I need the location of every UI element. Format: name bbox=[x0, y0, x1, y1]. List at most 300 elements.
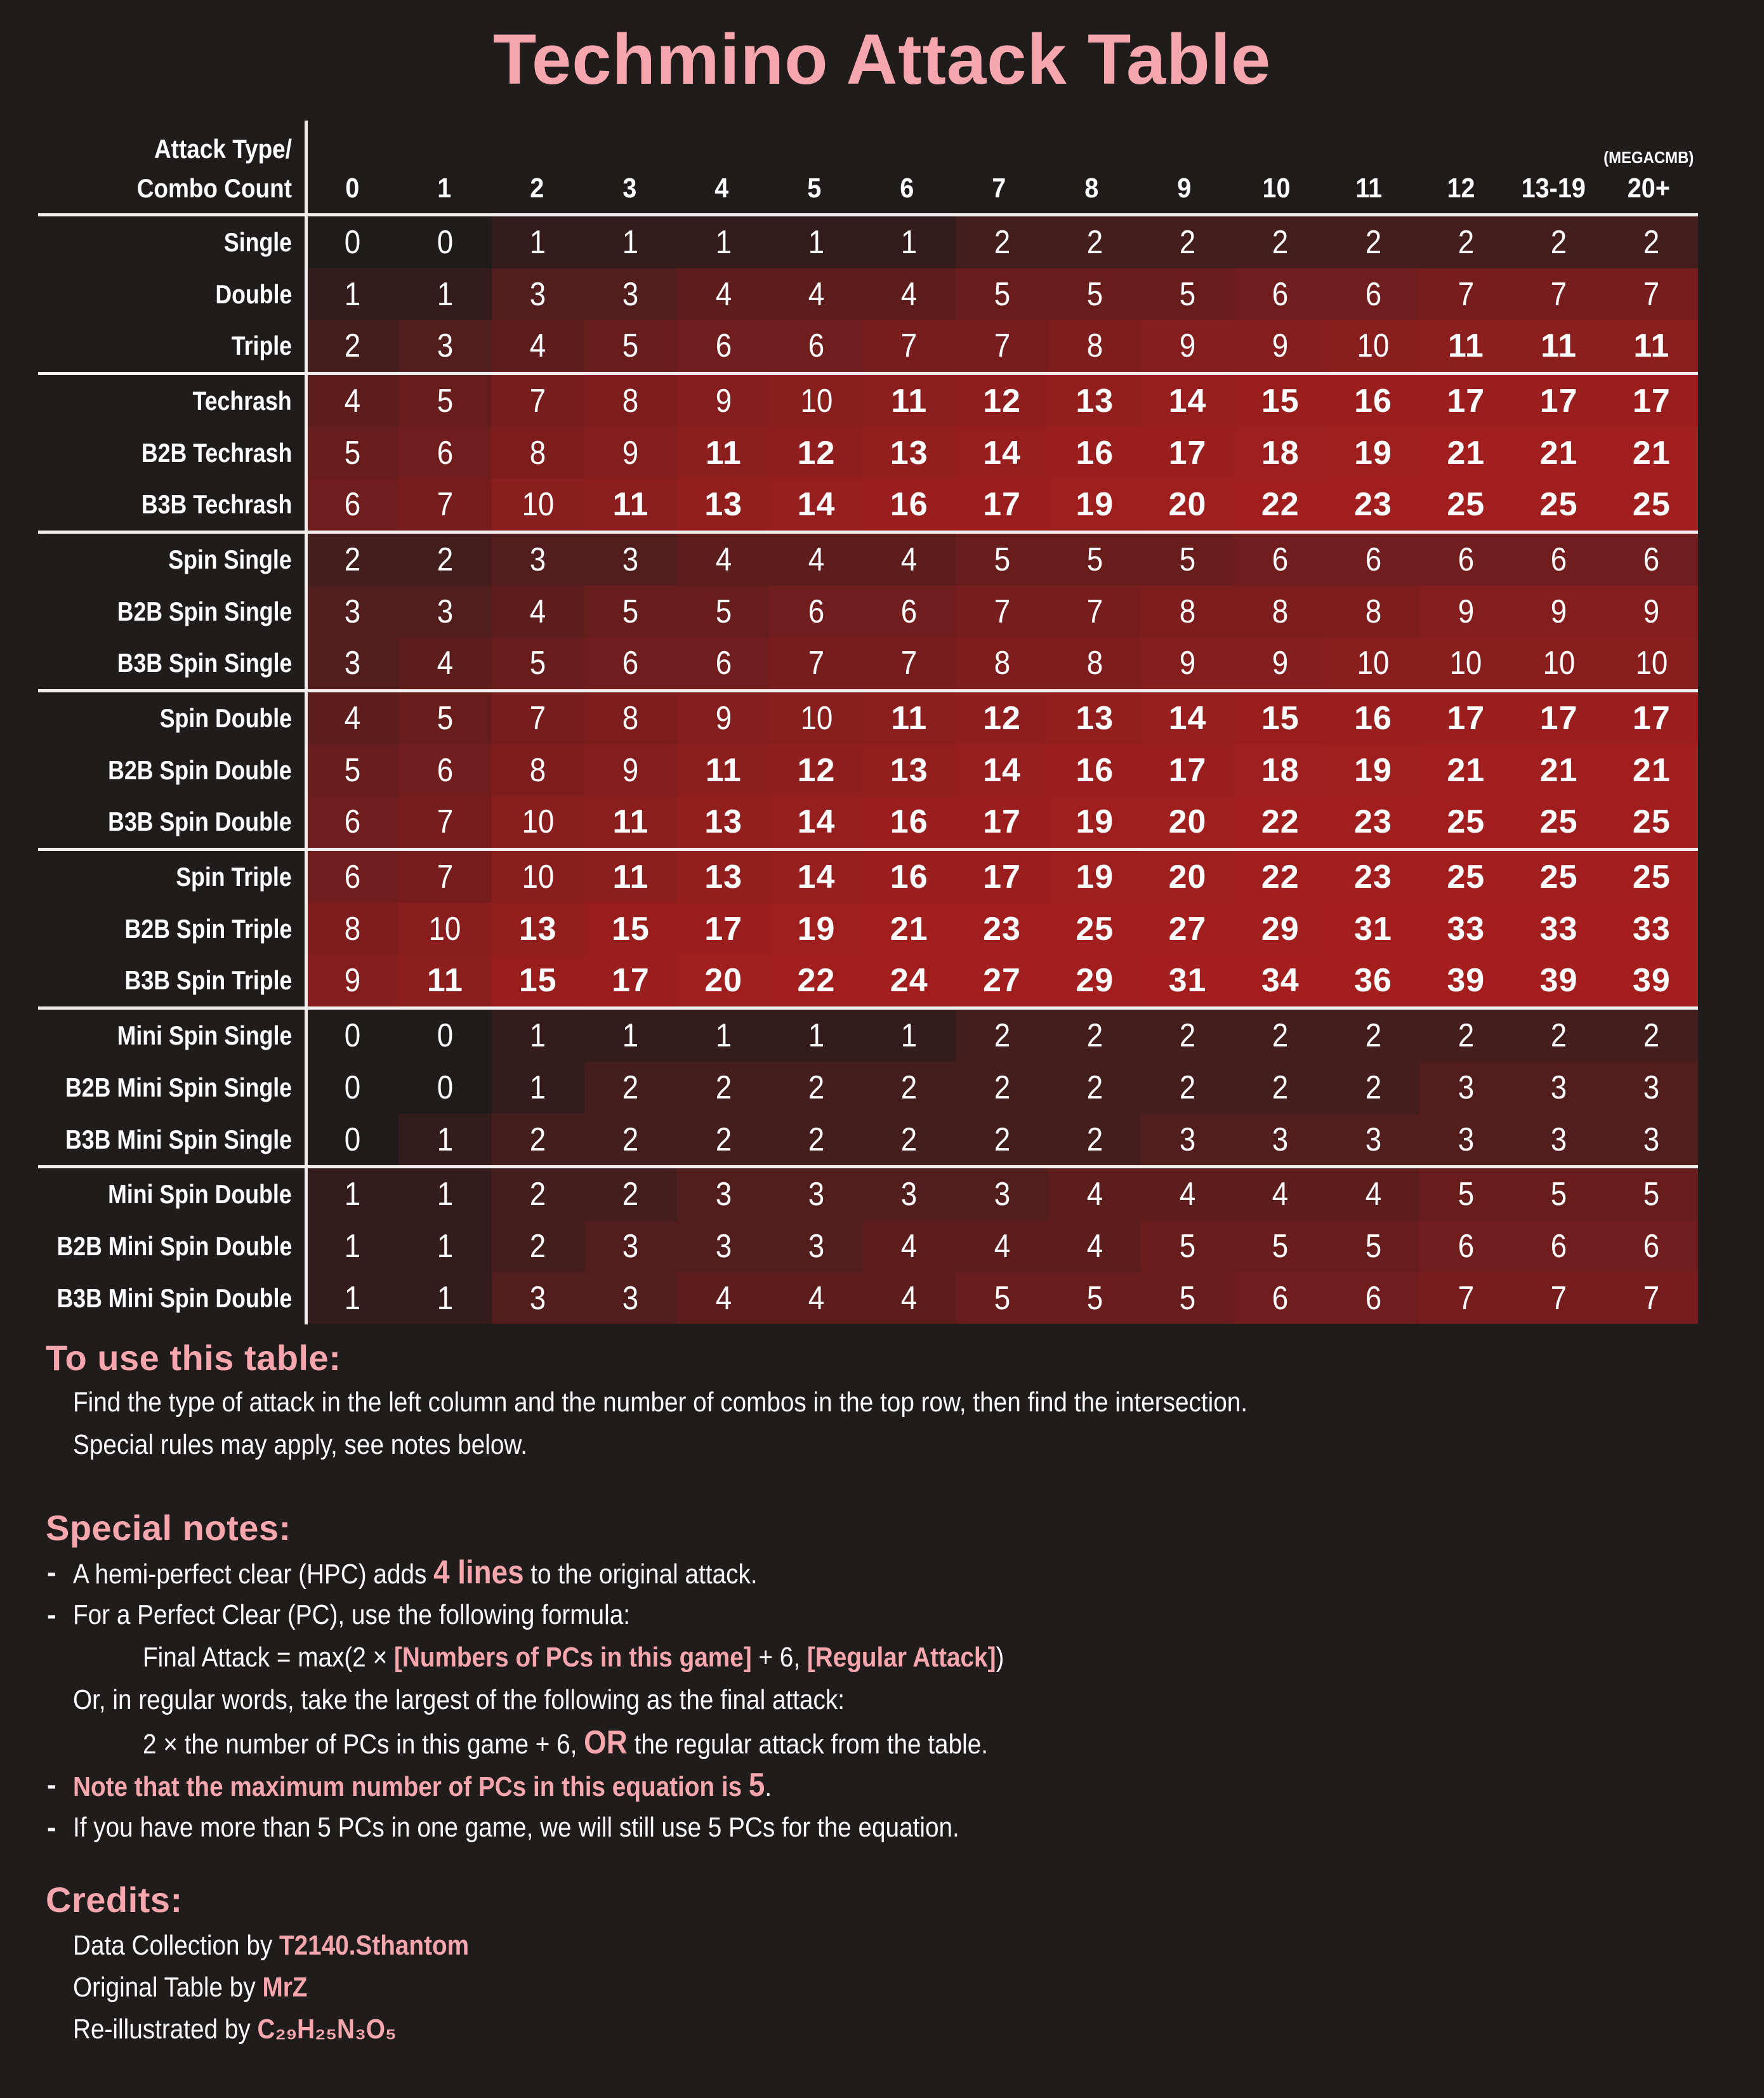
table-row bbox=[38, 1062, 1698, 1114]
heatmap-cell-value: 14 bbox=[797, 486, 836, 524]
heatmap-cell-value: 9 bbox=[1272, 327, 1289, 365]
heatmap-cell bbox=[492, 1010, 584, 1062]
heatmap-cell-value: 9 bbox=[1458, 593, 1475, 630]
heatmap-cell-value: 4 bbox=[1086, 1176, 1103, 1213]
heatmap-cell-value: 17 bbox=[1632, 700, 1671, 737]
heatmap-cell bbox=[770, 796, 862, 848]
heatmap-cell bbox=[1048, 216, 1141, 268]
table-row bbox=[38, 638, 1698, 690]
heatmap-cell bbox=[1419, 1114, 1512, 1166]
heatmap-cell-value: 7 bbox=[1458, 275, 1475, 313]
heatmap-cell bbox=[306, 1168, 398, 1220]
heatmap-cell-value: 14 bbox=[797, 859, 836, 896]
heatmap-cell-value: 2 bbox=[1272, 223, 1289, 261]
column-header bbox=[1415, 121, 1508, 213]
heatmap-cell-value: 6 bbox=[437, 751, 454, 789]
heatmap-cell-value: 6 bbox=[1550, 1227, 1567, 1265]
heatmap-cell bbox=[863, 320, 956, 372]
heatmap-cell-value: 21 bbox=[1539, 751, 1578, 789]
heatmap-cell bbox=[677, 851, 770, 903]
row-label bbox=[38, 851, 306, 903]
table-row bbox=[38, 216, 1698, 268]
heatmap-cell-value: 33 bbox=[1539, 910, 1578, 947]
heatmap-cell bbox=[1419, 1220, 1512, 1272]
heatmap-cell bbox=[770, 1168, 862, 1220]
heatmap-cell-value: 24 bbox=[890, 962, 928, 1000]
heatmap-cell bbox=[863, 1114, 956, 1166]
heatmap-cell bbox=[1327, 1168, 1419, 1220]
heatmap-cell bbox=[1512, 1168, 1605, 1220]
heatmap-cell bbox=[1048, 1272, 1141, 1324]
heatmap-cell bbox=[584, 375, 677, 427]
heatmap-cell-value: 16 bbox=[1076, 751, 1114, 789]
heatmap-cell-value: 4 bbox=[1179, 1176, 1196, 1213]
heatmap-cell bbox=[956, 1010, 1048, 1062]
heatmap-cell bbox=[956, 427, 1048, 479]
heatmap-cell bbox=[492, 320, 584, 372]
heatmap-cell-value: 15 bbox=[518, 962, 557, 1000]
heatmap-cell bbox=[1141, 375, 1234, 427]
heatmap-cell bbox=[1048, 955, 1141, 1007]
page-title: Techmino Attack Table bbox=[492, 20, 1272, 99]
heatmap-cell bbox=[863, 268, 956, 320]
heatmap-cell-value: 20 bbox=[704, 962, 743, 1000]
heatmap-cell-value: 1 bbox=[344, 1176, 360, 1213]
heatmap-cell bbox=[1048, 903, 1141, 955]
heatmap-cell-value: 2 bbox=[1086, 1069, 1103, 1106]
heatmap-cell-value: 5 bbox=[529, 645, 546, 682]
heatmap-cell bbox=[492, 268, 584, 320]
heatmap-cell-value: 1 bbox=[344, 1279, 360, 1317]
heatmap-cell bbox=[1048, 375, 1141, 427]
heatmap-cell bbox=[770, 268, 862, 320]
bullet-dash: - bbox=[47, 1769, 56, 1800]
heatmap-cell bbox=[1512, 320, 1605, 372]
heatmap-cell bbox=[956, 534, 1048, 586]
heatmap-cell-value: 5 bbox=[994, 1279, 1010, 1317]
heatmap-cell bbox=[306, 586, 398, 638]
heatmap-cell-value: 3 bbox=[1179, 1121, 1196, 1158]
bullet-dash: - bbox=[47, 1812, 56, 1843]
text-segment: [Regular Attack] bbox=[806, 1642, 996, 1673]
column-header-label: 2 bbox=[530, 173, 544, 204]
heatmap-cell-value: 17 bbox=[1539, 382, 1578, 419]
heatmap-cell-value: 29 bbox=[1261, 910, 1300, 947]
usage-heading: To use this table: bbox=[46, 1338, 341, 1378]
heatmap-cell-value: 2 bbox=[1550, 223, 1567, 261]
heatmap-cell bbox=[584, 216, 677, 268]
heatmap-cell bbox=[863, 534, 956, 586]
text-segment: T2140.Sthantom bbox=[279, 1930, 470, 1961]
heatmap-cell bbox=[492, 903, 584, 955]
heatmap-cell-value: 2 bbox=[1365, 1069, 1381, 1106]
heatmap-cell bbox=[492, 375, 584, 427]
heatmap-cell-value: 3 bbox=[622, 1279, 639, 1317]
heatmap-cell bbox=[584, 1114, 677, 1166]
column-header-label: 4 bbox=[714, 173, 729, 204]
heatmap-cell bbox=[1141, 1010, 1234, 1062]
heatmap-cell-value: 2 bbox=[715, 1121, 732, 1158]
heatmap-cell-value: 9 bbox=[344, 962, 360, 1000]
heatmap-cell-value: 4 bbox=[808, 541, 825, 578]
heatmap-cell-value: 31 bbox=[1168, 962, 1207, 1000]
heatmap-cell bbox=[1234, 955, 1327, 1007]
heatmap-cell bbox=[1605, 427, 1698, 479]
heatmap-cell bbox=[677, 427, 770, 479]
table-row bbox=[38, 1272, 1698, 1324]
table-row-group bbox=[38, 531, 1698, 689]
heatmap-cell bbox=[1327, 268, 1419, 320]
heatmap-cell-value: 4 bbox=[994, 1227, 1010, 1265]
heatmap-cell bbox=[1141, 478, 1234, 531]
heatmap-cell-value: 3 bbox=[529, 275, 546, 313]
attack-table bbox=[38, 121, 1698, 1324]
heatmap-cell-value: 2 bbox=[1458, 1017, 1475, 1055]
heatmap-cell bbox=[770, 1272, 862, 1324]
heatmap-cell-value: 16 bbox=[890, 803, 928, 841]
heatmap-cell bbox=[398, 478, 491, 531]
heatmap-cell-value: 16 bbox=[1076, 434, 1114, 472]
row-label-text: B3B Spin Double bbox=[108, 807, 292, 837]
heatmap-cell bbox=[1234, 851, 1327, 903]
heatmap-cell-value: 6 bbox=[1365, 275, 1381, 313]
heatmap-cell-value: 7 bbox=[1458, 1279, 1475, 1317]
row-label-text: Mini Spin Double bbox=[108, 1179, 292, 1210]
table-row bbox=[38, 534, 1698, 586]
row-label bbox=[38, 534, 306, 586]
heatmap-cell bbox=[306, 268, 398, 320]
heatmap-cell-value: 16 bbox=[890, 486, 928, 524]
table-row bbox=[38, 1168, 1698, 1220]
heatmap-cell-value: 1 bbox=[529, 1069, 546, 1106]
heatmap-cell bbox=[1234, 427, 1327, 479]
note-line-text bbox=[73, 1767, 772, 1805]
heatmap-cell-value: 1 bbox=[344, 1227, 360, 1265]
heatmap-cell-value: 23 bbox=[1354, 486, 1392, 524]
heatmap-cell bbox=[398, 375, 491, 427]
heatmap-cell bbox=[1048, 320, 1141, 372]
heatmap-cell bbox=[1327, 1114, 1419, 1166]
heatmap-cell bbox=[677, 534, 770, 586]
heatmap-cell bbox=[1327, 692, 1419, 744]
column-header bbox=[583, 121, 676, 213]
heatmap-cell bbox=[677, 955, 770, 1007]
heatmap-cell-value: 2 bbox=[1179, 223, 1196, 261]
heatmap-cell-value: 5 bbox=[1550, 1176, 1567, 1213]
heatmap-cell bbox=[863, 375, 956, 427]
heatmap-cell-value: 2 bbox=[1179, 1069, 1196, 1106]
heatmap-cell bbox=[863, 1272, 956, 1324]
heatmap-cell bbox=[306, 375, 398, 427]
heatmap-cell-value: 2 bbox=[1458, 223, 1475, 261]
heatmap-cell bbox=[956, 1272, 1048, 1324]
heatmap-cell-value: 6 bbox=[344, 486, 360, 524]
heatmap-cell bbox=[863, 955, 956, 1007]
heatmap-cell bbox=[677, 375, 770, 427]
table-row-group bbox=[38, 213, 1698, 372]
heatmap-cell bbox=[1419, 692, 1512, 744]
heatmap-cell bbox=[956, 692, 1048, 744]
text-segment: 2 × the number of PCs in this game + 6, bbox=[143, 1729, 584, 1760]
heatmap-cell bbox=[956, 744, 1048, 796]
heatmap-cell bbox=[398, 796, 491, 848]
heatmap-cell-value: 25 bbox=[1447, 486, 1485, 524]
heatmap-cell bbox=[863, 692, 956, 744]
heatmap-cell-value: 2 bbox=[344, 327, 360, 365]
heatmap-cell-value: 13 bbox=[704, 859, 743, 896]
heatmap-cell-value: 1 bbox=[437, 1176, 454, 1213]
column-header-label: 11 bbox=[1355, 173, 1383, 204]
heatmap-cell-value: 6 bbox=[1643, 1227, 1660, 1265]
heatmap-cell-value: 2 bbox=[1643, 1017, 1660, 1055]
heatmap-cell-value: 16 bbox=[1354, 382, 1392, 419]
heatmap-cell bbox=[306, 1062, 398, 1114]
text-segment: Original Table by bbox=[73, 1972, 263, 2003]
table-row bbox=[38, 427, 1698, 479]
text-segment: For a Perfect Clear (PC), use the following formula: bbox=[73, 1599, 630, 1630]
heatmap-cell bbox=[1605, 534, 1698, 586]
heatmap-cell-value: 0 bbox=[437, 1017, 454, 1055]
table-row bbox=[38, 1010, 1698, 1062]
heatmap-cell bbox=[863, 478, 956, 531]
heatmap-cell bbox=[492, 1114, 584, 1166]
heatmap-cell bbox=[398, 586, 491, 638]
heatmap-cell-value: 18 bbox=[1261, 434, 1300, 472]
heatmap-cell bbox=[306, 638, 398, 690]
heatmap-cell bbox=[1419, 796, 1512, 848]
heatmap-cell-value: 14 bbox=[983, 434, 1021, 472]
heatmap-cell-value: 21 bbox=[1539, 434, 1578, 472]
heatmap-cell bbox=[1048, 586, 1141, 638]
heatmap-cell bbox=[1048, 744, 1141, 796]
heatmap-cell-value: 7 bbox=[808, 645, 825, 682]
note-line-text bbox=[143, 1640, 1004, 1675]
heatmap-cell-value: 7 bbox=[901, 645, 918, 682]
heatmap-cell bbox=[492, 1272, 584, 1324]
heatmap-cell bbox=[584, 744, 677, 796]
heatmap-cell-value: 0 bbox=[344, 223, 360, 261]
heatmap-cell bbox=[677, 903, 770, 955]
column-header-label: 12 bbox=[1447, 173, 1475, 204]
heatmap-cell-value: 11 bbox=[612, 803, 649, 841]
heatmap-cell-value: 8 bbox=[344, 910, 360, 947]
heatmap-cell bbox=[1141, 1168, 1234, 1220]
heatmap-cell bbox=[677, 638, 770, 690]
column-header-label: 13-19 bbox=[1521, 173, 1586, 204]
row-label-text: B3B Mini Spin Double bbox=[56, 1283, 292, 1313]
heatmap-cell-value: 0 bbox=[437, 223, 454, 261]
heatmap-cell bbox=[306, 534, 398, 586]
heatmap-cell-value: 2 bbox=[1086, 1121, 1103, 1158]
heatmap-cell-value: 1 bbox=[437, 1279, 454, 1317]
row-label-text: B2B Spin Single bbox=[117, 596, 292, 626]
heatmap-cell-value: 5 bbox=[344, 751, 360, 789]
heatmap-cell-value: 2 bbox=[901, 1121, 918, 1158]
heatmap-cell-value: 11 bbox=[426, 962, 463, 1000]
table-row-group bbox=[38, 372, 1698, 531]
column-header-label: 6 bbox=[899, 173, 914, 204]
heatmap-cell bbox=[1605, 320, 1698, 372]
heatmap-cell-value: 14 bbox=[1168, 700, 1207, 737]
heatmap-cell bbox=[1512, 375, 1605, 427]
heatmap-cell-value: 8 bbox=[1272, 593, 1289, 630]
heatmap-cell bbox=[1605, 638, 1698, 690]
heatmap-cell bbox=[1327, 1272, 1419, 1324]
heatmap-cell-value: 17 bbox=[1447, 700, 1485, 737]
row-label bbox=[38, 638, 306, 690]
heatmap-cell-value: 0 bbox=[344, 1017, 360, 1055]
text-segment: Data Collection by bbox=[73, 1930, 279, 1961]
heatmap-cell bbox=[1327, 320, 1419, 372]
heatmap-cell bbox=[1141, 955, 1234, 1007]
heatmap-cell bbox=[1141, 320, 1234, 372]
heatmap-cell-value: 11 bbox=[1541, 327, 1577, 365]
heatmap-cell-value: 10 bbox=[1357, 327, 1390, 365]
heatmap-cell-value: 7 bbox=[529, 700, 546, 737]
heatmap-cell-value: 4 bbox=[344, 700, 360, 737]
text-segment: C₂₉H₂₅N₃O₅ bbox=[257, 2014, 397, 2045]
heatmap-cell-value: 23 bbox=[1354, 803, 1392, 841]
heatmap-cell-value: 1 bbox=[622, 223, 639, 261]
heatmap-cell bbox=[492, 586, 584, 638]
heatmap-cell-value: 13 bbox=[1076, 382, 1114, 419]
heatmap-cell-value: 3 bbox=[622, 275, 639, 313]
heatmap-cell-value: 11 bbox=[612, 859, 649, 896]
heatmap-cell bbox=[1605, 1272, 1698, 1324]
credits-heading: Credits: bbox=[46, 1880, 183, 1920]
heatmap-cell-value: 25 bbox=[1447, 803, 1485, 841]
heatmap-cell bbox=[584, 955, 677, 1007]
heatmap-cell-value: 5 bbox=[1179, 1227, 1196, 1265]
heatmap-cell bbox=[1048, 1114, 1141, 1166]
heatmap-cell-value: 7 bbox=[437, 486, 454, 524]
heatmap-cell-value: 33 bbox=[1632, 910, 1671, 947]
heatmap-cell-value: 5 bbox=[622, 593, 639, 630]
heatmap-cell-value: 1 bbox=[437, 1121, 454, 1158]
table-row bbox=[38, 692, 1698, 744]
row-label bbox=[38, 903, 306, 955]
text-segment: OR bbox=[584, 1724, 628, 1761]
heatmap-cell bbox=[770, 1220, 862, 1272]
heatmap-cell-value: 5 bbox=[344, 434, 360, 472]
notes-heading: Special notes: bbox=[46, 1508, 291, 1548]
table-row bbox=[38, 1114, 1698, 1166]
heatmap-cell-value: 13 bbox=[890, 434, 928, 472]
text-segment: to the original attack. bbox=[523, 1559, 758, 1590]
heatmap-cell-value: 14 bbox=[983, 751, 1021, 789]
heatmap-cell bbox=[1141, 586, 1234, 638]
heatmap-cell-value: 3 bbox=[994, 1176, 1010, 1213]
heatmap-cell-value: 1 bbox=[344, 275, 360, 313]
heatmap-cell bbox=[1605, 744, 1698, 796]
heatmap-cell bbox=[1048, 534, 1141, 586]
heatmap-cell bbox=[1419, 375, 1512, 427]
heatmap-cell bbox=[492, 638, 584, 690]
heatmap-cell-value: 10 bbox=[1357, 645, 1390, 682]
heatmap-cell bbox=[1234, 534, 1327, 586]
heatmap-cell-value: 2 bbox=[1365, 223, 1381, 261]
heatmap-cell bbox=[492, 1062, 584, 1114]
heatmap-cell-value: 12 bbox=[797, 751, 836, 789]
row-label-text: B2B Mini Spin Single bbox=[65, 1072, 292, 1102]
heatmap-cell-value: 33 bbox=[1447, 910, 1485, 947]
heatmap-cell-value: 4 bbox=[529, 327, 546, 365]
heatmap-cell-value: 6 bbox=[344, 859, 360, 896]
heatmap-cell-value: 9 bbox=[1643, 593, 1660, 630]
heatmap-cell bbox=[1327, 1062, 1419, 1114]
heatmap-cell bbox=[1234, 1062, 1327, 1114]
row-label-text: Triple bbox=[231, 331, 292, 361]
heatmap-cell bbox=[1512, 478, 1605, 531]
heatmap-cell-value: 25 bbox=[1539, 803, 1578, 841]
table-vertical-divider bbox=[305, 121, 308, 1324]
heatmap-cell bbox=[1512, 1114, 1605, 1166]
heatmap-cell bbox=[956, 903, 1048, 955]
heatmap-cell-value: 4 bbox=[901, 275, 918, 313]
heatmap-cell-value: 5 bbox=[994, 275, 1010, 313]
heatmap-cell bbox=[1605, 851, 1698, 903]
heatmap-cell-value: 2 bbox=[901, 1069, 918, 1106]
heatmap-cell bbox=[584, 268, 677, 320]
text-segment: 4 lines bbox=[433, 1554, 524, 1591]
heatmap-cell bbox=[956, 851, 1048, 903]
heatmap-cell bbox=[956, 375, 1048, 427]
text-segment: . bbox=[765, 1771, 772, 1802]
heatmap-cell bbox=[1234, 1168, 1327, 1220]
heatmap-cell bbox=[492, 1220, 584, 1272]
heatmap-cell bbox=[1141, 534, 1234, 586]
heatmap-cell bbox=[1512, 1220, 1605, 1272]
credit-line-text bbox=[73, 2012, 397, 2047]
heatmap-cell bbox=[1419, 216, 1512, 268]
heatmap-cell-value: 8 bbox=[622, 700, 639, 737]
heatmap-cell-value: 6 bbox=[1365, 1279, 1381, 1317]
column-header bbox=[398, 121, 491, 213]
heatmap-cell bbox=[306, 744, 398, 796]
heatmap-cell-value: 17 bbox=[983, 859, 1021, 896]
column-header-label: 8 bbox=[1084, 173, 1099, 204]
heatmap-cell-value: 4 bbox=[715, 1279, 732, 1317]
heatmap-cell bbox=[492, 534, 584, 586]
heatmap-cell-value: 6 bbox=[622, 645, 639, 682]
heatmap-cell bbox=[1234, 796, 1327, 848]
heatmap-cell-value: 2 bbox=[808, 1121, 825, 1158]
heatmap-cell bbox=[956, 478, 1048, 531]
table-row bbox=[38, 796, 1698, 848]
heatmap-cell bbox=[956, 638, 1048, 690]
heatmap-cell bbox=[1512, 638, 1605, 690]
heatmap-cell bbox=[956, 1114, 1048, 1166]
heatmap-cell bbox=[770, 216, 862, 268]
heatmap-cell-value: 6 bbox=[1458, 1227, 1475, 1265]
heatmap-cell bbox=[398, 268, 491, 320]
heatmap-cell-value: 39 bbox=[1632, 962, 1671, 1000]
heatmap-cell-value: 5 bbox=[437, 700, 454, 737]
heatmap-cell bbox=[398, 1168, 491, 1220]
heatmap-cell bbox=[1141, 1220, 1234, 1272]
text-segment: + 6, bbox=[751, 1642, 807, 1673]
heatmap-cell-value: 5 bbox=[437, 382, 454, 419]
heatmap-cell-value: 10 bbox=[428, 910, 461, 947]
heatmap-cell-value: 1 bbox=[529, 223, 546, 261]
heatmap-cell bbox=[1512, 268, 1605, 320]
heatmap-cell-value: 2 bbox=[344, 541, 360, 578]
heatmap-cell-value: 9 bbox=[1179, 645, 1196, 682]
heatmap-cell-value: 4 bbox=[529, 593, 546, 630]
heatmap-cell-value: 3 bbox=[529, 1279, 546, 1317]
heatmap-cell-value: 3 bbox=[622, 1227, 639, 1265]
heatmap-cell-value: 5 bbox=[1458, 1176, 1475, 1213]
